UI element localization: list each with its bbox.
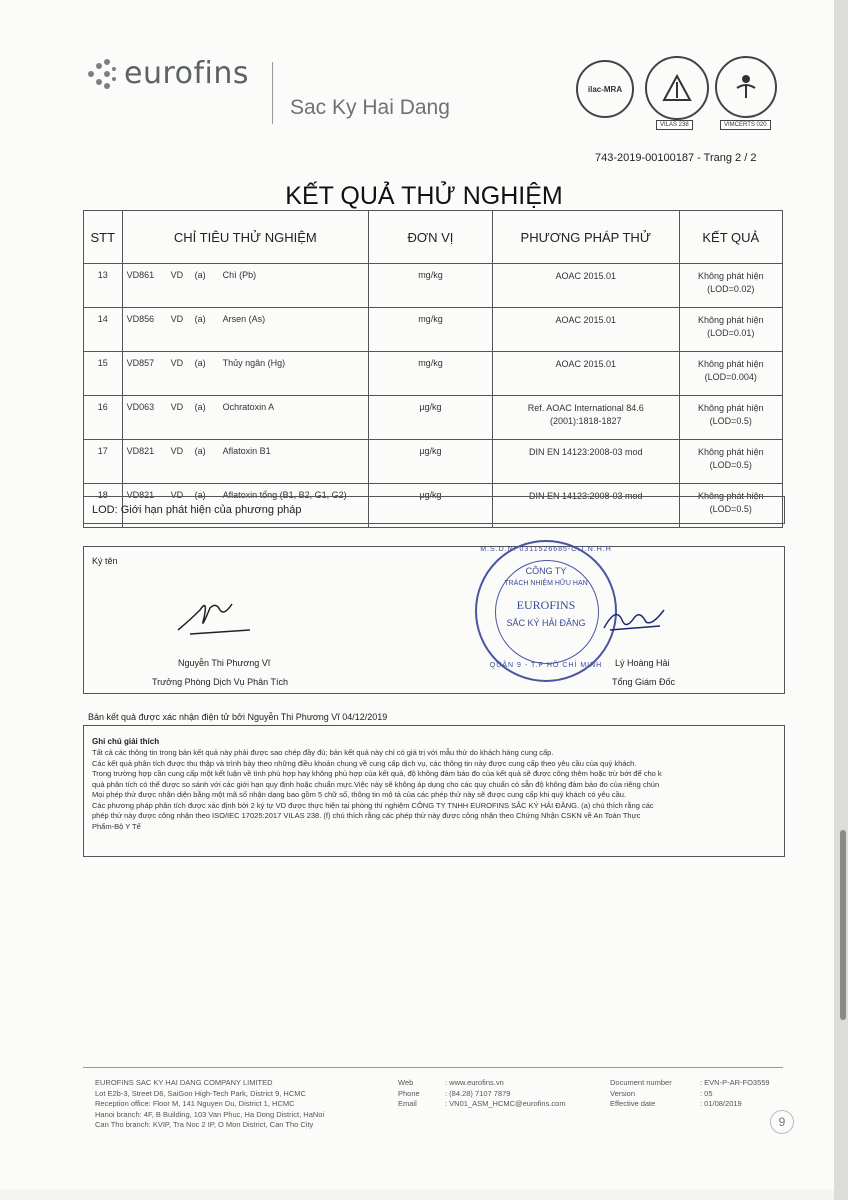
test-accreditation: (a): [194, 314, 206, 324]
electronic-confirmation: Bản kết quả được xác nhận điện tử bởi Nguyễn Thi Phương Vĩ 04/12/2019: [88, 712, 388, 722]
test-code: VD821: [126, 490, 155, 500]
eurofins-dots-icon: [88, 59, 118, 89]
row-stt: 13: [84, 264, 123, 308]
signature-label: Ký tên: [92, 556, 118, 566]
test-code: VD856: [126, 314, 155, 324]
lod-note: LOD: Giới hạn phát hiện của phương pháp: [83, 496, 785, 524]
row-test: [122, 396, 368, 440]
col-result: KẾT QUẢ: [679, 211, 782, 264]
company-stamp: M.S.D.N: 0311526685-C.T.N.H.H CÔNG TY TRÁCH NHIỆM HỮU HẠN EUROFINS SẮC KÝ HẢI ĐĂNG: [475, 540, 617, 682]
test-accreditation: (a): [194, 446, 206, 456]
accreditation-seal: [645, 56, 709, 120]
row-stt: 15: [84, 352, 123, 396]
test-name: Thủy ngân (Hg): [222, 358, 286, 368]
eurofins-logo: [88, 56, 249, 91]
row-method: DIN EN 14123:2008-03 mod: [492, 484, 679, 528]
ilac-mra-seal: ilac-MRA: [576, 60, 634, 118]
footer-doc-labels: Document number Version Effective date: [610, 1078, 672, 1108]
test-code: VD063: [126, 402, 155, 412]
col-stt: STT: [84, 211, 123, 264]
row-stt: 18: [84, 484, 123, 528]
footer-contact-values: : www.eurofins.vn : (84.28) 7107 7879 : VN01_ASM_HCMC@eurofins.com: [445, 1078, 566, 1108]
test-lab: VD: [170, 490, 184, 500]
table-row: [84, 308, 783, 352]
col-unit: ĐƠN VỊ: [369, 211, 493, 264]
table-row: [84, 396, 783, 440]
row-stt: 17: [84, 440, 123, 484]
row-unit: µg/kg: [369, 484, 493, 528]
subsidiary-name: Sac Ky Hai Dang: [290, 96, 450, 119]
results-table: [83, 210, 783, 528]
notes-title: Ghi chú giải thích: [92, 737, 160, 746]
footer-divider: [83, 1067, 783, 1068]
left-signer-name: Nguyễn Thi Phương Vĩ: [178, 658, 271, 668]
header-divider: [272, 62, 273, 124]
footer-doc-values: : EVN-P-AR-FO3559 : 05 : 01/08/2019: [700, 1078, 770, 1108]
stamp-ring-bottom: QUẬN 9 - T.P HỒ CHÍ MINH: [489, 662, 603, 669]
test-accreditation: (a): [194, 270, 206, 280]
row-method: AOAC 2015.01: [492, 264, 679, 308]
scrollbar-thumb[interactable]: [840, 830, 846, 1020]
row-unit: µg/kg: [369, 396, 493, 440]
test-accreditation: (a): [194, 402, 206, 412]
table-header-row: [84, 211, 783, 264]
row-result: Không phát hiện (LOD=0.02): [679, 264, 782, 308]
table-row: [84, 440, 783, 484]
viewer-edge: [834, 0, 848, 1200]
notes-text: Tất cả các thông tin trong bản kết quả này phải được sao chép đầy đủ; bản kết quả này chỉ có giá trị với mẫu thử do khách hàng cung cấp. Các kết quả phân tích được thu thập và trình bày theo những điều khoản chung về cung cấp dịch vụ, các thông tin này được cung cấp theo yêu cầu của quý khách. Trong trường hợp cần cung cấp một kết luận về tình phù hợp hay không phù hợp của kết quả, độ không đảm bảo đo của kết quả sẽ được công thêm hoặc trừ bớt để cho k quả phân tích có thể được so sánh với các giới hạn quy định hoặc chuẩn mực.Việc này sẽ không áp dụng cho các quy chuẩn có sẵn độ không đảm bảo đo của riêng chún Mọi phép thử được nhận diện bằng một mã số nhận dạng bao gồm 5 chữ số, thông tin mô tả của các phép thử này sẽ được cung cấp khi quý khách có yêu cầu. Các phương pháp phân tích được xác định bởi 2 ký tự VD được thực hiện tại phòng thí nghiệm CÔNG TY TNHH EUROFINS SẮC KÝ HẢI ĐĂNG. (a) chú thích rằng các phép thử này được công nhận theo ISO/IEC 17025:2017 VILAS 238. (f) chú thích rằng các phép thử này được công nhận theo Chứng Nhận CSKN về An Toàn Thực Phẩm-Bộ Y Tế: [92, 748, 662, 831]
test-lab: VD: [170, 358, 184, 368]
table-row: [84, 352, 783, 396]
vilas-badge: VILAS 238: [656, 120, 693, 130]
row-method: DIN EN 14123:2008-03 mod: [492, 440, 679, 484]
table-row: [84, 264, 783, 308]
document-number: 743-2019-00100187 - Trang 2 / 2: [595, 152, 757, 164]
test-name: Ochratoxin A: [222, 402, 275, 412]
row-method: AOAC 2015.01: [492, 308, 679, 352]
test-name: Arsen (As): [222, 314, 266, 324]
row-test: [122, 352, 368, 396]
row-stt: 16: [84, 396, 123, 440]
test-name: Chì (Pb): [222, 270, 257, 280]
brand-name: eurofins: [124, 56, 250, 91]
row-unit: mg/kg: [369, 264, 493, 308]
row-method: AOAC 2015.01: [492, 352, 679, 396]
row-result: Không phát hiện (LOD=0.5): [679, 484, 782, 528]
row-result: Không phát hiện (LOD=0.004): [679, 352, 782, 396]
test-code: VD861: [126, 270, 155, 280]
row-unit: µg/kg: [369, 440, 493, 484]
triangle-icon: [662, 74, 692, 102]
row-result: Không phát hiện (LOD=0.5): [679, 440, 782, 484]
page-mark: 9: [770, 1110, 794, 1134]
test-code: VD857: [126, 358, 155, 368]
row-result: Không phát hiện (LOD=0.01): [679, 308, 782, 352]
row-unit: mg/kg: [369, 308, 493, 352]
test-name: Aflatoxin tổng (B1, B2, G1, G2): [222, 490, 347, 500]
row-unit: mg/kg: [369, 352, 493, 396]
col-test: CHỈ TIÊU THỬ NGHIỆM: [122, 211, 368, 264]
row-stt: 14: [84, 308, 123, 352]
footer-contact-labels: Web Phone Email: [398, 1078, 420, 1108]
footer-company: EUROFINS SAC KY HAI DANG COMPANY LIMITED Lot E2b-3, Street D6, SaiGon High-Tech Park, District 9, HCMC Reception office: Floor M, 141 Nguyen Du, District 1, HCMC Hanoi branch: 4F, B Building, 103 Van Phuc, Ha Dong District, HaNoi Can Tho branch: KVIP, Tra Noc 2 IP, O Mon District, Can Tho City: [95, 1078, 325, 1129]
test-lab: VD: [170, 446, 184, 456]
test-lab: VD: [170, 270, 184, 280]
right-signer-title: Tổng Giám Đốc: [612, 677, 676, 687]
test-accreditation: (a): [194, 358, 206, 368]
row-method: Ref. AOAC International 84.6 (2001):1818-1827: [492, 396, 679, 440]
row-test: [122, 440, 368, 484]
page-title: KẾT QUẢ THỬ NGHIỆM: [285, 182, 563, 210]
row-test: [122, 264, 368, 308]
test-lab: VD: [170, 402, 184, 412]
test-name: Aflatoxin B1: [222, 446, 271, 456]
row-test: [122, 308, 368, 352]
test-accreditation: (a): [194, 490, 206, 500]
row-result: Không phát hiện (LOD=0.5): [679, 396, 782, 440]
test-lab: VD: [170, 314, 184, 324]
left-signature-icon: [170, 590, 280, 640]
figure-icon: [731, 72, 761, 102]
col-method: PHƯƠNG PHÁP THỬ: [492, 211, 679, 264]
test-code: VD821: [126, 446, 155, 456]
vimcerts-seal: [715, 56, 777, 118]
vimcerts-badge: VIMCERTS 020: [720, 120, 771, 130]
right-signer-name: Lý Hoàng Hải: [615, 658, 670, 668]
left-signer-title: Trưởng Phòng Dịch Vụ Phân Tích: [152, 677, 288, 687]
right-signature-icon: [600, 600, 670, 636]
